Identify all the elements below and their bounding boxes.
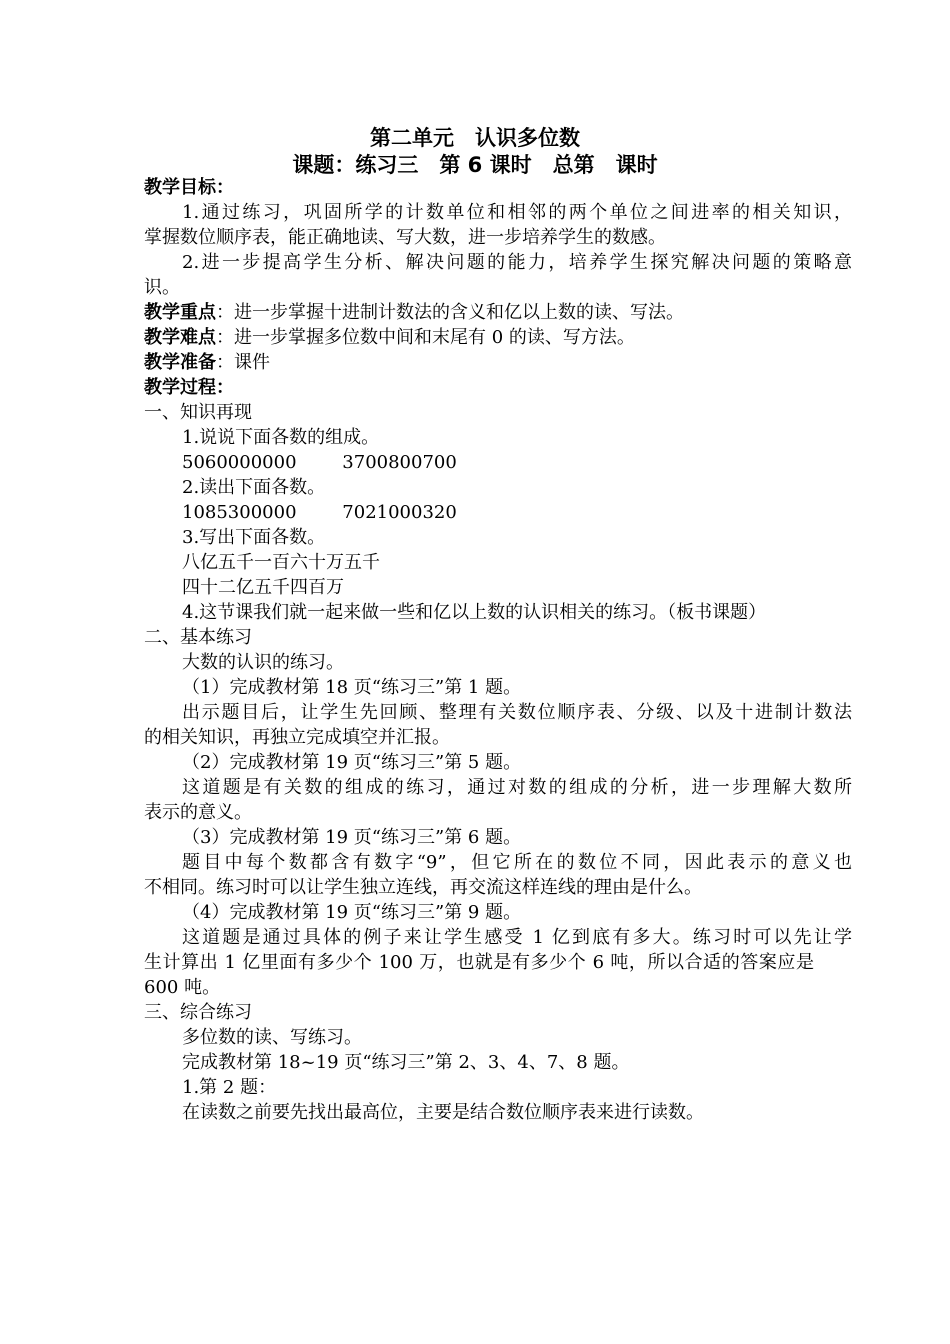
s2-item-3-text-1: 题目中每个数都含有数字“9”，但它所在的数位不同，因此表示的意义也 xyxy=(182,852,852,873)
s1-question-1: 1.说说下面各数的组成。 xyxy=(182,427,380,448)
objective-2-line-2: 识。 xyxy=(144,277,180,298)
objective-1-line-2: 掌握数位顺序表，能正确地读、写大数，进一步培养学生的数感。 xyxy=(144,227,666,248)
s2-item-2-text-1: 这道题是有关数的组成的练习，通过对数的组成的分析，进一步理解大数所 xyxy=(182,777,852,798)
s2-item-4-text-2: 生计算出 1 亿里面有多少个 100 万，也就是有多少个 6 吨，所以合适的答案应是 xyxy=(144,952,814,973)
difficulties xyxy=(144,326,814,350)
lesson-title: 课题：练习三 第 6 课时 总第 课时 xyxy=(292,153,658,177)
s1-question-2: 2.读出下面各数。 xyxy=(182,477,326,498)
s2-item-3-text-2: 不相同。练习时可以让学生独立连线，再交流这样连线的理由是什么。 xyxy=(144,877,702,898)
s2-item-4: （4）完成教材第 19 页“练习三”第 9 题。 xyxy=(182,902,522,923)
s2-item-1-text-2: 的相关知识，再独立完成填空并汇报。 xyxy=(144,727,450,748)
s2-item-4-text-1: 这道题是通过具体的例子来让学生感受 1 亿到底有多大。练习时可以先让学 xyxy=(182,927,852,948)
s2-item-3: （3）完成教材第 19 页“练习三”第 6 题。 xyxy=(182,827,522,848)
s1-question-4: 4.这节课我们就一起来做一些和亿以上数的认识相关的练习。（板书课题） xyxy=(182,602,767,623)
section-1-heading: 一、知识再现 xyxy=(144,402,252,423)
s3-intro: 多位数的读、写练习。 xyxy=(182,1027,362,1048)
s1-question-3-b: 四十二亿五千四百万 xyxy=(182,577,344,598)
objective-1-line-1: 1.通过练习，巩固所学的计数单位和相邻的两个单位之间进率的相关知识， xyxy=(182,202,852,223)
section-2-heading: 二、基本练习 xyxy=(144,627,252,648)
s3-task: 完成教材第 18~19 页“练习三”第 2、3、4、7、8 题。 xyxy=(182,1052,630,1073)
section-3-heading: 三、综合练习 xyxy=(144,1002,252,1023)
s3-question-1: 1.第 2 题： xyxy=(182,1077,277,1098)
s2-item-1-text-1: 出示题目后，让学生先回顾、整理有关数位顺序表、分级、以及十进制计数法 xyxy=(182,702,852,723)
s3-question-1-text: 在读数之前要先找出最高位，主要是结合数位顺序表来进行读数。 xyxy=(182,1102,704,1123)
preparation xyxy=(144,351,814,375)
s2-intro: 大数的认识的练习。 xyxy=(182,652,344,673)
s1-question-2-numbers: 1085300000 7021000320 xyxy=(182,502,457,523)
preparation-text: ：课件 xyxy=(216,352,270,373)
s1-question-3-a: 八亿五千一百六十万五千 xyxy=(182,552,380,573)
s2-item-2: （2）完成教材第 19 页“练习三”第 5 题。 xyxy=(182,752,522,773)
key-points xyxy=(144,301,814,325)
difficulties-text: ：进一步掌握多位数中间和末尾有 0 的读、写方法。 xyxy=(216,327,635,348)
process-label: 教学过程： xyxy=(144,377,234,398)
key-points-label: 教学重点 xyxy=(144,302,216,323)
s2-item-4-text-3: 600 吨。 xyxy=(144,977,221,998)
key-points-text: ：进一步掌握十进制计数法的含义和亿以上数的读、写法。 xyxy=(216,302,684,323)
s1-question-3: 3.写出下面各数。 xyxy=(182,527,326,548)
s1-question-1-numbers: 5060000000 3700800700 xyxy=(182,452,457,473)
s2-item-1: （1）完成教材第 18 页“练习三”第 1 题。 xyxy=(182,677,522,698)
s2-item-2-text-2: 表示的意义。 xyxy=(144,802,252,823)
unit-title: 第二单元 认识多位数 xyxy=(370,126,580,150)
preparation-label: 教学准备 xyxy=(144,352,216,373)
difficulties-label: 教学难点 xyxy=(144,327,216,348)
objective-2-line-1: 2.进一步提高学生分析、解决问题的能力，培养学生探究解决问题的策略意 xyxy=(182,252,852,273)
objectives-label: 教学目标： xyxy=(144,177,234,198)
